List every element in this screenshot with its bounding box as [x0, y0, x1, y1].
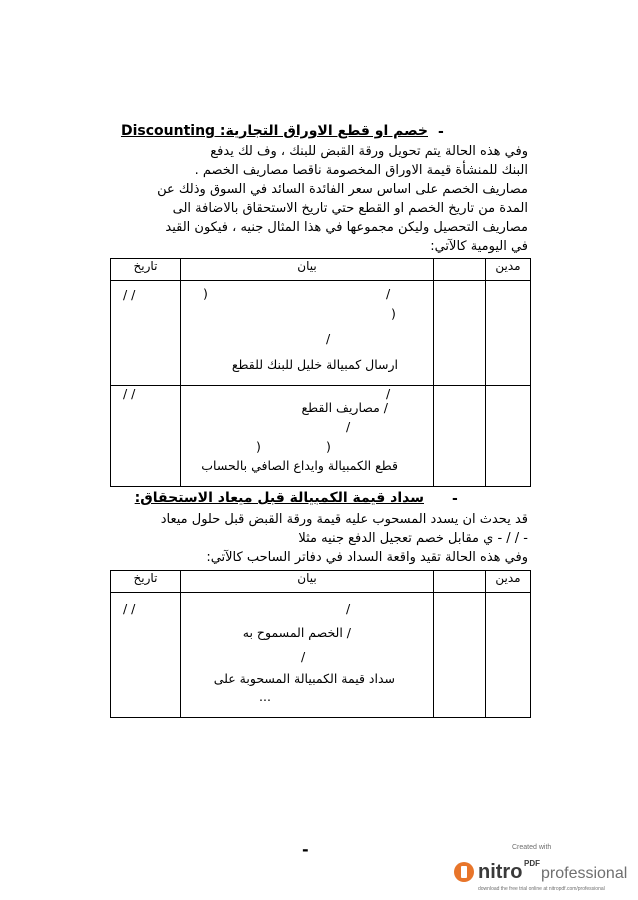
table1-row2-line-2: / مصاريف القطع: [301, 400, 388, 415]
table2-row1-blank-cell: [434, 593, 486, 718]
table1-row2-date-cell: [111, 386, 181, 487]
table1-row-2: [111, 386, 531, 487]
table1-row2-blank-cell: [434, 386, 486, 487]
section2-line-2: - / / - ي مقابل خصم تعجيل الدفع جنيه مثلا: [298, 531, 528, 546]
section1-line-5: مصاريف التحصيل وليكن مجموعها في هذا المثال جنيه ، فيكون القيد: [165, 220, 528, 235]
section1-line-3: مصاريف الخصم على اساس سعر الفائدة السائد في السوق وذلك عن: [157, 182, 528, 197]
logo-product-text: professional: [541, 865, 628, 882]
table1-row1-line-3: ): [391, 306, 396, 321]
section2-line-1: قد يحدث ان يسدد المسحوب عليه قيمة ورقة القبض قبل حلول ميعاد: [160, 512, 528, 527]
table1-row1-date-cell: [111, 281, 181, 386]
table2-row1-line-4: سداد قيمة الكمبيالة المسحوبة على: [213, 671, 395, 686]
table1-row2-statement-cell: [181, 386, 434, 487]
table1-row-1: [111, 281, 531, 386]
section2-dash: -: [452, 491, 458, 507]
table2-row1-line-5: ...: [259, 689, 271, 704]
table1-header-blank: [434, 259, 486, 281]
table1-row1-line-1: /: [386, 286, 391, 301]
table1-row1-blank-cell: [434, 281, 486, 386]
table1-row1-line-4: /: [326, 331, 331, 346]
section1-heading: خصم او قطع الاوراق التجارية: Discounting: [120, 123, 428, 139]
section2-line-3: وفي هذه الحالة تقيد واقعة السداد في دفاتر الساحب كالآتي:: [206, 550, 528, 565]
page-mark: -: [302, 840, 309, 859]
table2-header-blank: [434, 571, 486, 593]
table1-row2-line-6: قطع الكمبيالة وايداع الصافي بالحساب: [201, 458, 398, 473]
table1-header-debit: مدين: [486, 259, 531, 281]
section1-line-2: البنك للمنشأة قيمة الاوراق المخصومة ناقصا مصاريف الخصم .: [194, 163, 528, 178]
logo-small-text: Created with: [512, 844, 552, 851]
nitro-pdf-logo: [452, 836, 638, 896]
section1-dash: -: [438, 124, 444, 140]
section2-heading: سداد قيمة الكمبيالة قبل ميعاد الاستحقاق:: [134, 490, 424, 506]
table1-header-statement: بيان: [181, 259, 434, 281]
section1-line-1: وفي هذه الحالة يتم تحويل ورقة القبض للبنك ، وف لك يدفع: [210, 144, 528, 159]
table2-row1-date-cell: [111, 593, 181, 718]
table2-row-1: [111, 593, 531, 718]
table1-row2-line-1: /: [386, 386, 391, 401]
table2-header-debit: مدين: [486, 571, 531, 593]
table2-header-statement: بيان: [181, 571, 434, 593]
table1-row2-line-3: /: [346, 419, 351, 434]
table1-row1-statement-cell: [181, 281, 434, 386]
logo-circle-mark-icon: [461, 866, 467, 878]
table1-row1-line-2: ): [203, 286, 208, 301]
table2-header-date: تاريخ: [111, 571, 181, 593]
table1-row2-line-4: ): [256, 439, 261, 454]
logo-brand-text: nitro: [478, 861, 523, 883]
table1-row1-date: / /: [123, 287, 136, 302]
table2-row1-line-3: /: [301, 649, 306, 664]
table1-row2-date: / /: [123, 386, 136, 401]
logo-tagline-text: download the free trial online at nitropdf.com/professional: [478, 886, 605, 892]
table2-row1-statement-cell: [181, 593, 434, 718]
section1-line-6: في اليومية كالآتي:: [430, 239, 528, 254]
logo-sup-text: PDF: [524, 859, 540, 868]
table2-row1-line-2: / الخصم المسموح به: [242, 625, 351, 640]
nitro-logo-graphic: [452, 836, 638, 896]
table2-row1-line-1: /: [346, 601, 351, 616]
table2-row1-date: / /: [123, 601, 136, 616]
table1-row2-line-5: ): [326, 439, 331, 454]
table1-row1-line-5: ارسال كمبيالة خليل للبنك للقطع: [231, 357, 398, 372]
table1-row1-debit-cell: [486, 281, 531, 386]
table2-row1-debit-cell: [486, 593, 531, 718]
table1-row2-debit-cell: [486, 386, 531, 487]
section1-line-4: المدة من تاريخ الخصم او القطع حتي تاريخ الاستحقاق بالاضافة الى: [172, 201, 528, 216]
table1-header-date: تاريخ: [111, 259, 181, 281]
journal-table-1: [110, 258, 531, 487]
journal-table-2: [110, 570, 531, 718]
